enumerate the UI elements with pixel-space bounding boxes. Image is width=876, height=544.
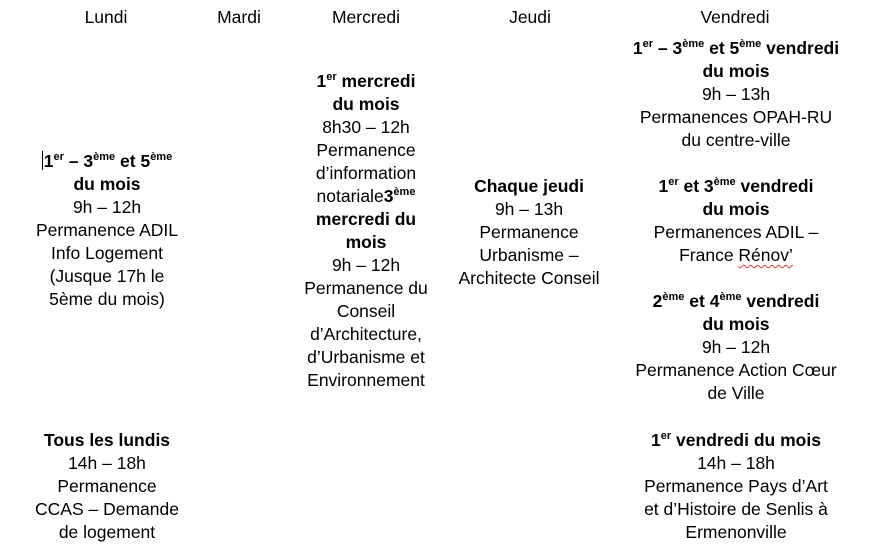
description: Permanences OPAH-RU [639, 107, 833, 127]
ordinal: 1 [658, 176, 669, 196]
time-range: 9h – 12h [701, 337, 771, 357]
vendredi-action-coeur-block [606, 290, 866, 405]
ordinal-suffix: ème [662, 291, 685, 304]
description: (Jusque 17h le [49, 266, 165, 286]
frequency: Chaque jeudi [474, 176, 584, 196]
ordinal: et 4 [684, 291, 720, 311]
time-range: 14h – 18h [68, 453, 146, 473]
ordinal: – 3 [653, 38, 683, 58]
description: CCAS – Demande [35, 499, 179, 519]
frequency: du mois [73, 174, 141, 194]
ordinal: 1 [43, 151, 54, 171]
ordinal: et 3 [678, 176, 714, 196]
frequency: mercredi du [315, 209, 417, 229]
description: Ermenonville [685, 522, 787, 542]
description: France [679, 245, 739, 265]
description: Permanences ADIL – [653, 222, 819, 242]
frequency: vendredi [761, 38, 840, 58]
header-jeudi: Jeudi [509, 7, 551, 27]
ordinal: 1 [632, 38, 643, 58]
frequency: du mois [332, 94, 400, 114]
ordinal-suffix: ème [393, 186, 416, 199]
ordinal: et 5 [115, 151, 151, 171]
description: 5ème du mois) [49, 289, 165, 309]
description: Architecte Conseil [458, 268, 600, 288]
ordinal-suffix: ème [682, 38, 705, 51]
vendredi-opah-block [606, 37, 866, 152]
mercredi-block [286, 70, 446, 392]
description: du centre-ville [681, 130, 791, 150]
frequency: vendredi du mois [671, 430, 821, 450]
description: d’Urbanisme et [307, 347, 425, 367]
frequency: du mois [702, 199, 770, 219]
vendredi-pays-art-block [606, 429, 866, 544]
time-range: 9h – 13h [701, 84, 771, 104]
description: de logement [58, 522, 156, 542]
ordinal-suffix: er [660, 430, 672, 443]
header-vendredi: Vendredi [700, 7, 770, 27]
description: Permanence Action Cœur [635, 360, 837, 380]
ordinal-suffix: ème [739, 38, 762, 51]
description: de Ville [707, 383, 765, 403]
time-range: 14h – 18h [697, 453, 775, 473]
ordinal-suffix: er [326, 71, 337, 84]
description: Permanence [316, 140, 416, 160]
ordinal: 1 [651, 430, 661, 450]
time-range: 8h30 – 12h [322, 117, 410, 137]
ordinal-suffix: ème [93, 151, 116, 164]
ordinal: 2 [652, 291, 663, 311]
time-range: 9h – 12h [72, 197, 142, 217]
ordinal-suffix: er [53, 151, 64, 164]
vendredi-adil-block [606, 175, 866, 267]
ordinal-suffix: er [668, 176, 679, 189]
description: Permanence [479, 222, 579, 242]
description: Conseil [336, 301, 396, 321]
description: d’Architecture, [310, 324, 422, 344]
lundi-ccas-block [16, 429, 198, 544]
ordinal: et 5 [704, 38, 740, 58]
description: Urbanisme – [479, 245, 579, 265]
description: Permanence du [304, 278, 428, 298]
description: d’information [315, 163, 417, 183]
lundi-adil-block [16, 150, 198, 311]
description: notariale [316, 186, 384, 206]
description: Environnement [307, 370, 425, 390]
spellcheck-word: Rénov’ [738, 245, 793, 265]
frequency: vendredi [735, 176, 814, 196]
frequency: Tous les lundis [43, 430, 171, 450]
ordinal-suffix: er [642, 38, 654, 51]
ordinal: 3 [383, 186, 394, 206]
header-lundi: Lundi [84, 7, 128, 27]
ordinal: 1 [316, 71, 327, 91]
ordinal-suffix: ème [150, 151, 173, 164]
ordinal-suffix: ème [719, 291, 742, 304]
frequency: vendredi [741, 291, 820, 311]
frequency: du mois [702, 314, 770, 334]
frequency: du mois [702, 61, 770, 81]
text-cursor [42, 151, 43, 170]
description: Info Logement [51, 243, 163, 263]
time-range: 9h – 13h [494, 199, 564, 219]
description: Permanence Pays d’Art [644, 476, 828, 496]
ordinal: – 3 [63, 151, 94, 171]
header-mardi: Mardi [217, 7, 261, 27]
description: Permanence ADIL [35, 220, 179, 240]
header-mercredi: Mercredi [331, 7, 401, 27]
description: Permanence [57, 476, 157, 496]
time-range: 9h – 12h [331, 255, 401, 275]
frequency: mois [345, 232, 387, 252]
jeudi-block [444, 175, 614, 290]
description: et d’Histoire de Senlis à [644, 499, 828, 519]
ordinal-suffix: ème [713, 176, 736, 189]
frequency: mercredi [336, 71, 416, 91]
